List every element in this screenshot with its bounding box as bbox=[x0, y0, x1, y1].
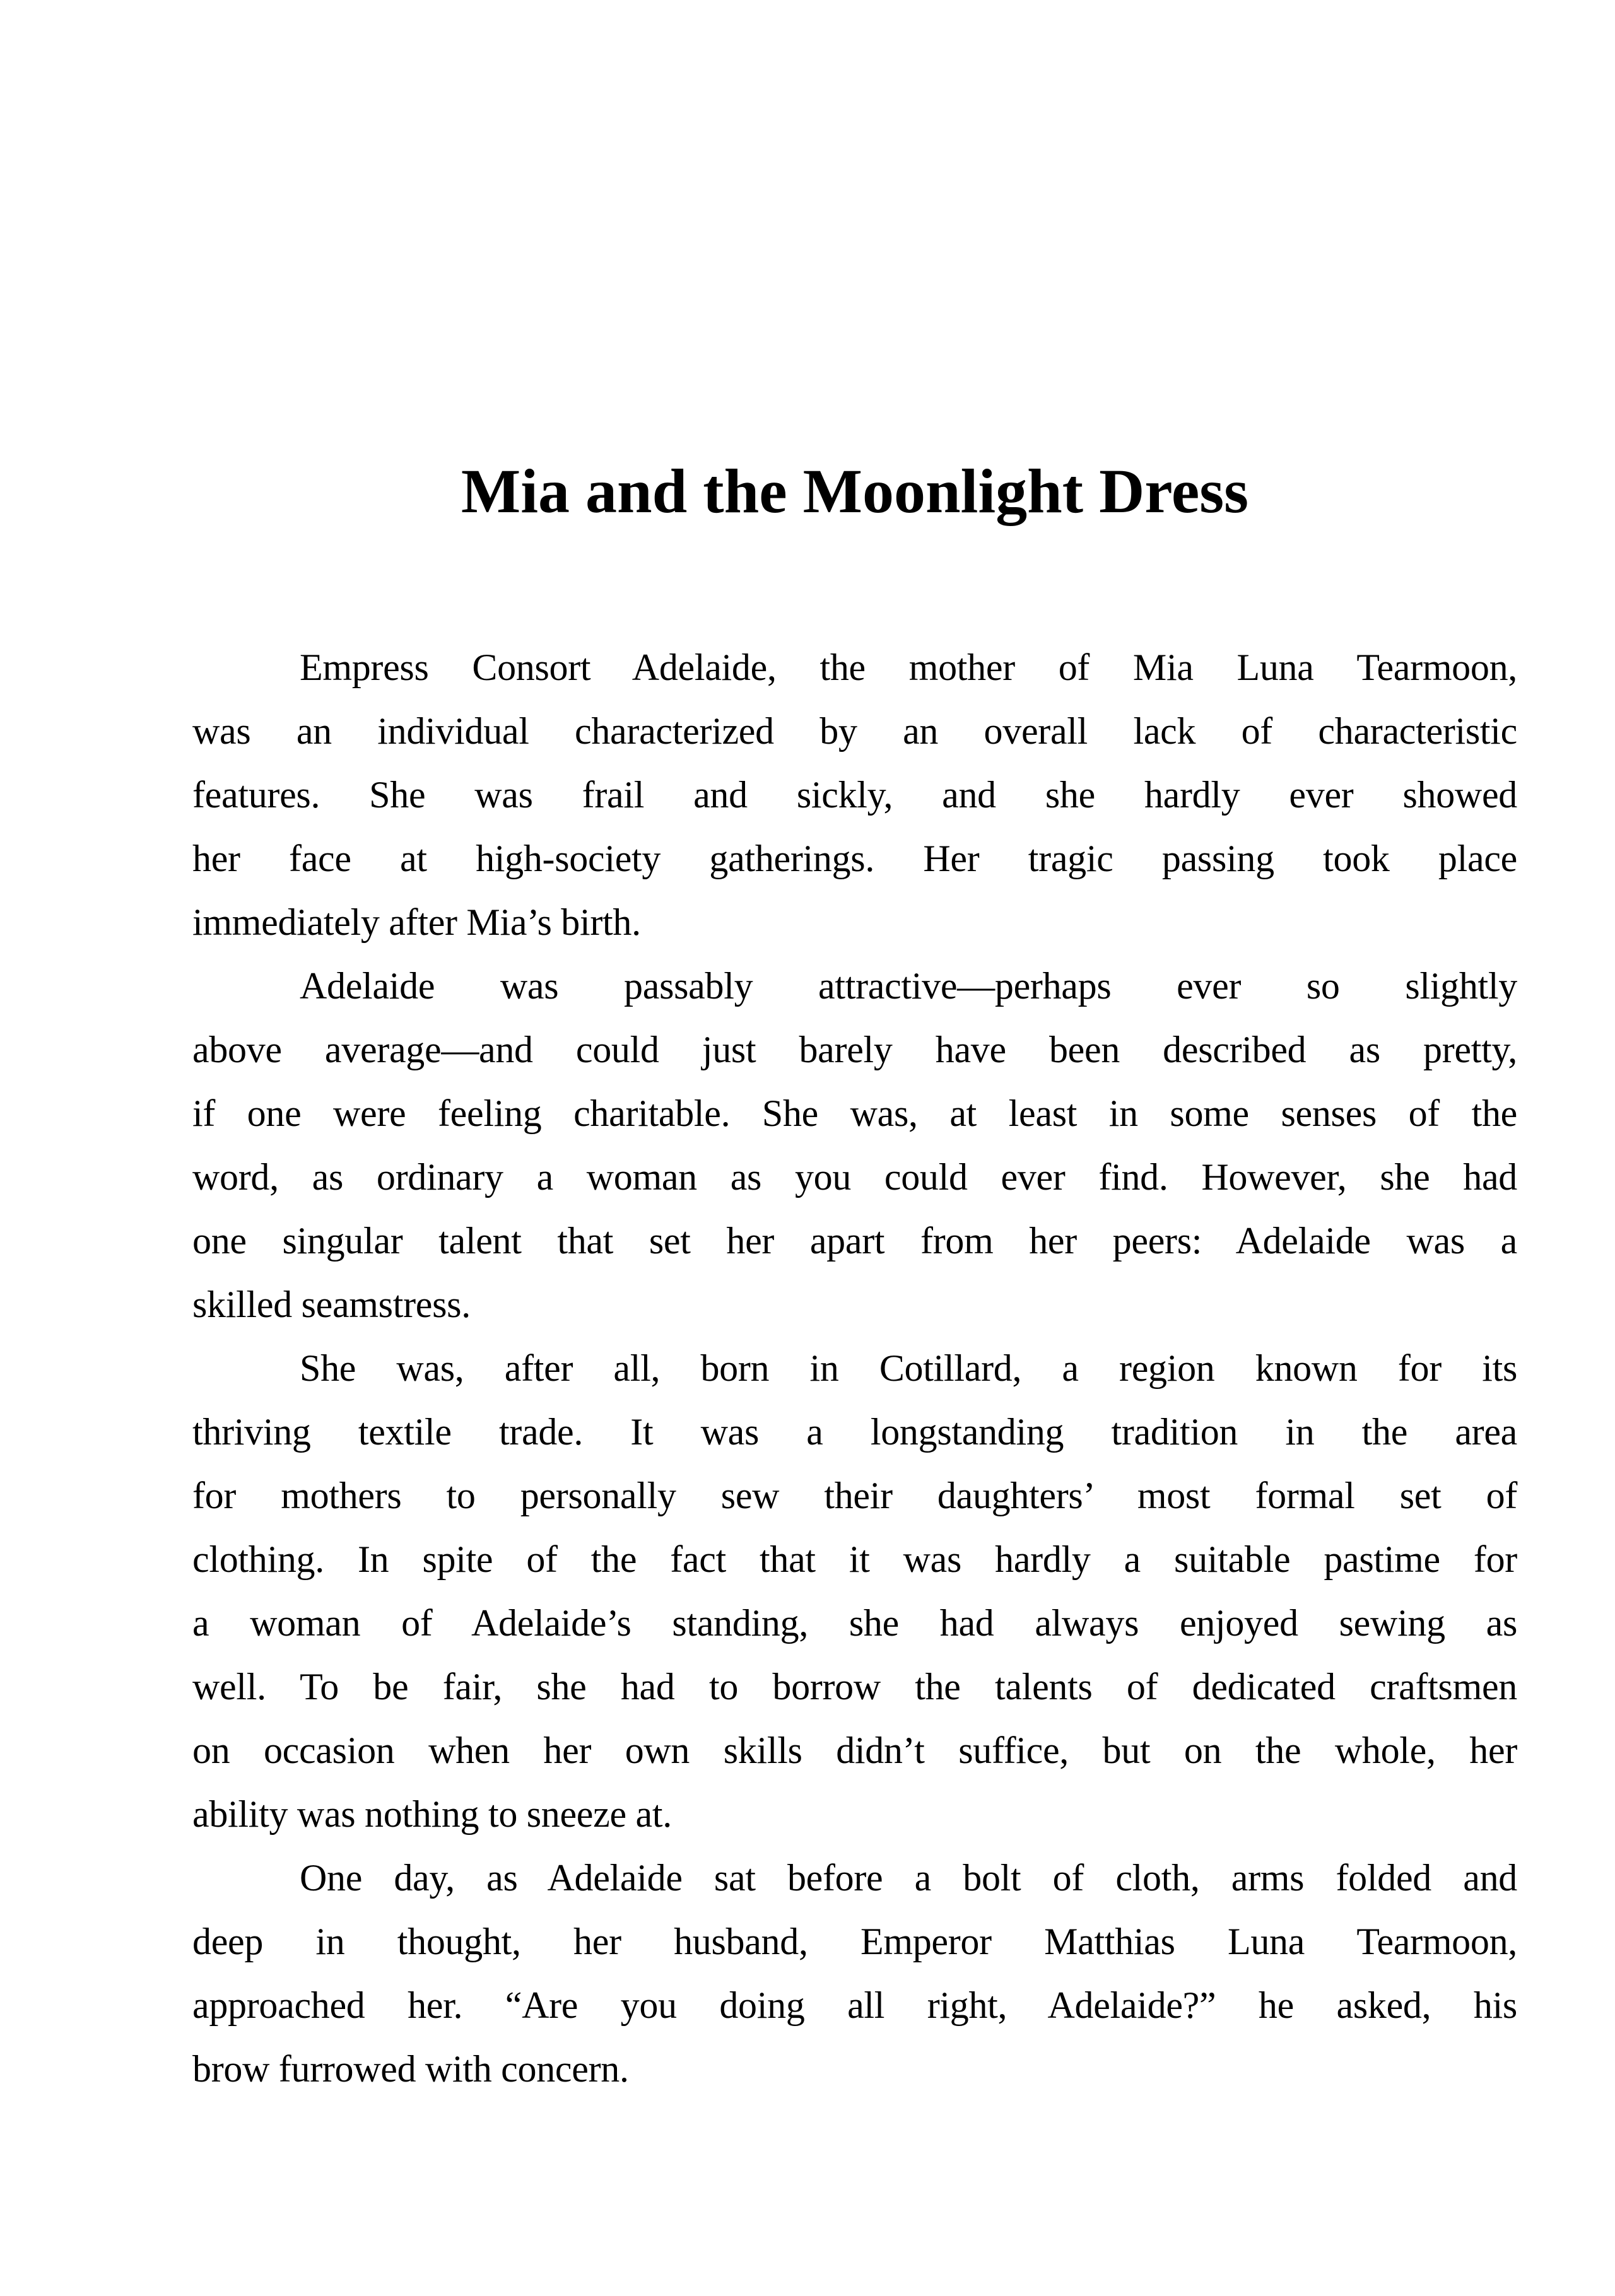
text-line: on occasion when her own skills didn’t suffice, but on the whole, her bbox=[192, 1730, 1517, 1771]
paragraph bbox=[192, 1337, 1517, 1846]
text-line: for mothers to personally sew their daughters’ most formal set of bbox=[192, 1475, 1517, 1516]
text-line: features. She was frail and sickly, and she hardly ever showed bbox=[192, 774, 1517, 816]
paragraph bbox=[192, 636, 1517, 954]
text-line: clothing. In spite of the fact that it was hardly a suitable pastime for bbox=[192, 1538, 1517, 1580]
text-line: one singular talent that set her apart from her peers: Adelaide was a bbox=[192, 1220, 1517, 1262]
text-line: a woman of Adelaide’s standing, she had always enjoyed sewing as bbox=[192, 1602, 1517, 1644]
text-line: thriving textile trade. It was a longstanding tradition in the area bbox=[192, 1411, 1517, 1453]
text-line: if one were feeling charitable. She was, at least in some senses of the bbox=[192, 1092, 1517, 1134]
text-line: immediately after Mia’s birth. bbox=[192, 901, 641, 943]
text-line: ability was nothing to sneeze at. bbox=[192, 1793, 672, 1835]
text-line: skilled seamstress. bbox=[192, 1284, 471, 1325]
text-line: deep in thought, her husband, Emperor Matthias Luna Tearmoon, bbox=[192, 1921, 1517, 1962]
text-line: above average—and could just barely have been described as pretty, bbox=[192, 1029, 1517, 1070]
text-line: Empress Consort Adelaide, the mother of Mia Luna Tearmoon, bbox=[300, 647, 1517, 688]
text-line: Adelaide was passably attractive—perhaps ever so slightly bbox=[300, 965, 1517, 1007]
text-line: approached her. “Are you doing all right, Adelaide?” he asked, his bbox=[192, 1984, 1517, 2026]
text-line: brow furrowed with concern. bbox=[192, 2048, 629, 2090]
body-text bbox=[192, 636, 1517, 2101]
paragraph bbox=[192, 954, 1517, 1337]
text-line: She was, after all, born in Cotillard, a region known for its bbox=[300, 1347, 1517, 1389]
chapter-title: Mia and the Moonlight Dress bbox=[461, 456, 1249, 526]
text-line: was an individual characterized by an overall lack of characteristic bbox=[192, 710, 1517, 752]
text-line: word, as ordinary a woman as you could ever find. However, she had bbox=[192, 1156, 1517, 1198]
text-line: well. To be fair, she had to borrow the talents of dedicated craftsmen bbox=[192, 1666, 1517, 1707]
paragraph bbox=[192, 1846, 1517, 2101]
text-line: One day, as Adelaide sat before a bolt of cloth, arms folded and bbox=[300, 1857, 1517, 1899]
text-line: her face at high-society gatherings. Her tragic passing took place bbox=[192, 838, 1517, 879]
